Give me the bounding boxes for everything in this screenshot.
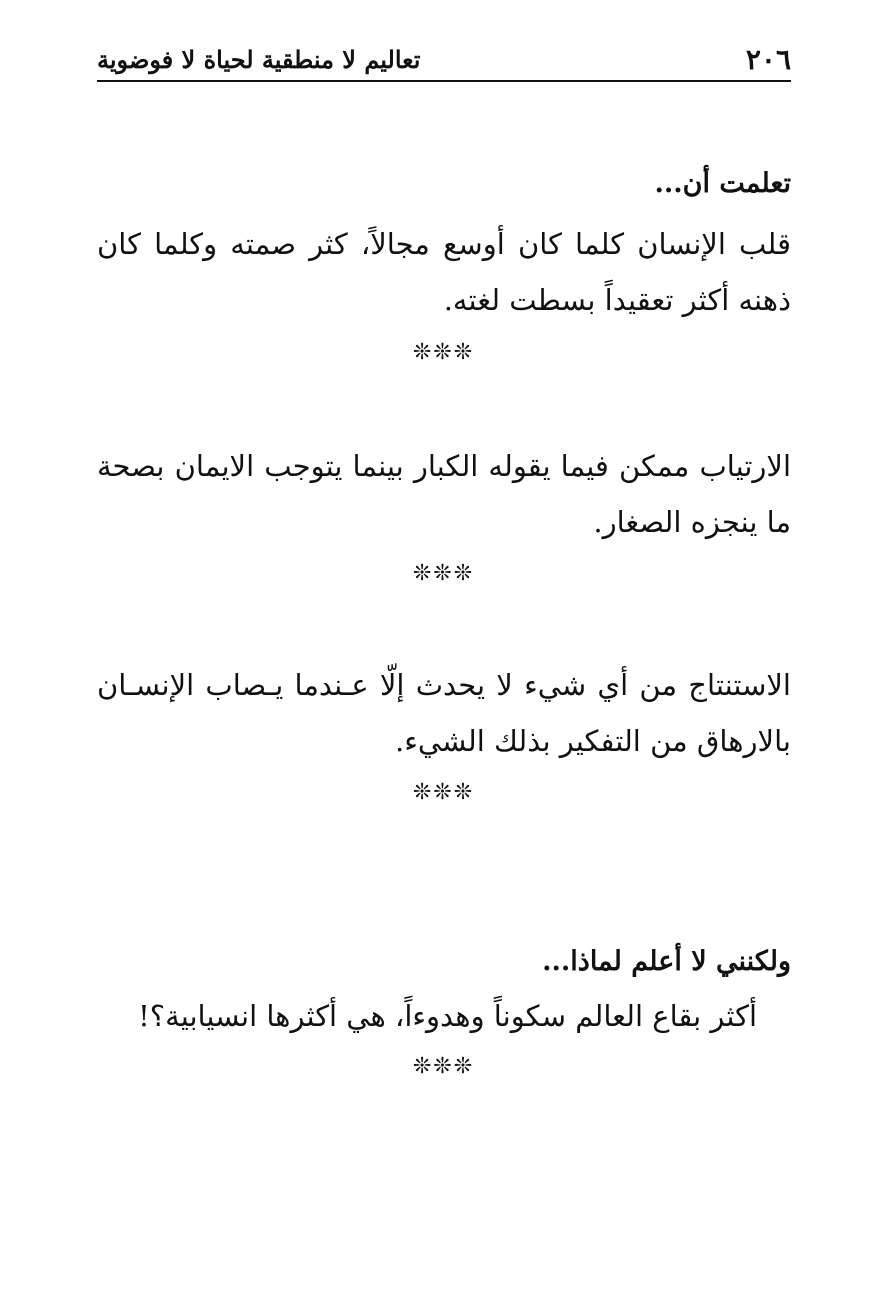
separator-3: ❊❊❊ bbox=[412, 780, 475, 805]
running-header bbox=[97, 38, 791, 80]
header-rule bbox=[97, 80, 791, 82]
separator-4: ❊❊❊ bbox=[412, 1054, 475, 1079]
paragraph-2 bbox=[97, 438, 791, 550]
paragraph-4-text: أكثر بقاع العالم سكوناً وهدوءاً، هي أكثرها انسيابية؟! bbox=[138, 999, 757, 1033]
paragraph-1 bbox=[97, 216, 791, 328]
paragraph-3 bbox=[97, 657, 791, 769]
separator-1: ❊❊❊ bbox=[412, 340, 475, 365]
paragraph-4 bbox=[97, 988, 757, 1044]
page-number: ٢٠٦ bbox=[745, 42, 791, 76]
separator-2: ❊❊❊ bbox=[412, 561, 475, 586]
section-heading-learned: تعلمت أن... bbox=[654, 168, 791, 199]
paragraph-3-text: الاستنتاج من أي شيء لا يحدث إلّا عـندما يـصاب الإنسـان بالارهاق من التفكير بذلك الشيء. bbox=[97, 668, 791, 758]
book-title: تعاليم لا منطقية لحياة لا فوضوية bbox=[97, 44, 421, 74]
paragraph-1-text: قلب الإنسان كلما كان أوسع مجالاً، كثر صمته وكلما كان ذهنه أكثر تعقيداً بسطت لغته. bbox=[97, 227, 791, 317]
paragraph-2-text: الارتياب ممكن فيما يقوله الكبار بينما يتوجب الايمان بصحة ما ينجزه الصغار. bbox=[97, 449, 791, 539]
section-heading-dont-know: ولكنني لا أعلم لماذا... bbox=[542, 946, 791, 977]
